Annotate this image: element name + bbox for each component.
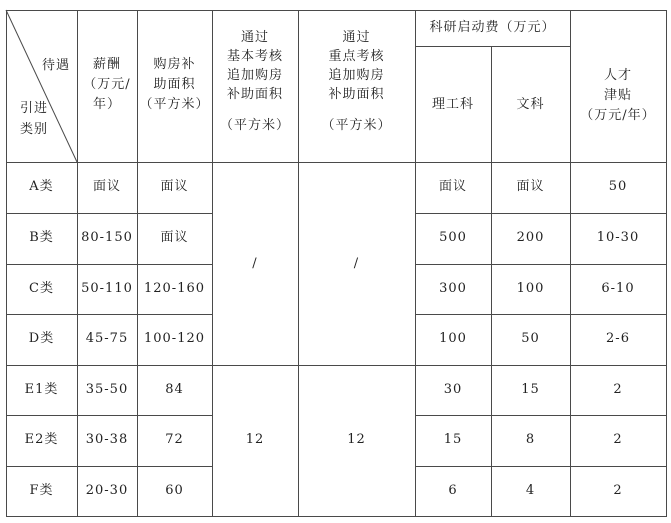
row-science: 100 — [439, 331, 467, 346]
header-salary: 薪酬 （万元/ 年） — [83, 57, 131, 112]
row-category: C类 — [29, 281, 54, 296]
row-housing: 60 — [165, 483, 184, 498]
row-category: A类 — [29, 179, 54, 194]
grid-line — [6, 466, 212, 467]
row-housing: 72 — [165, 432, 184, 447]
row-arts: 4 — [525, 483, 536, 498]
row-talent: 50 — [608, 179, 628, 194]
row-category: F类 — [29, 483, 54, 498]
row-science: 300 — [439, 281, 467, 296]
header-housing-area: 购房补 助面积 （平方米） — [139, 57, 210, 112]
row-arts: 100 — [516, 281, 545, 296]
header-arts: 文科 — [516, 97, 545, 112]
header-basic-review-area: 通过 基本考核 追加购房 补助面积 （平方米） — [219, 30, 290, 133]
row-arts: 200 — [516, 230, 545, 245]
row-salary: 80-150 — [81, 230, 133, 245]
row-salary: 50-110 — [81, 281, 133, 296]
row-housing: 84 — [165, 382, 184, 397]
row-science: 30 — [443, 382, 463, 397]
grid-line — [6, 365, 667, 366]
row-salary: 35-50 — [85, 382, 129, 397]
grid-line — [6, 264, 212, 265]
row-salary: 20-30 — [85, 483, 129, 498]
row-housing: 120-160 — [143, 281, 206, 296]
header-corner-bottom-1: 引进 — [19, 101, 48, 116]
grid-line — [6, 162, 667, 163]
key-review-lower-value: 12 — [347, 432, 366, 447]
header-corner-top: 待遇 — [41, 58, 70, 73]
header-science: 理工科 — [431, 97, 474, 112]
row-science: 6 — [448, 483, 458, 498]
row-arts: 15 — [521, 382, 540, 397]
row-salary: 面议 — [92, 179, 121, 194]
row-housing: 面议 — [160, 230, 189, 245]
grid-line — [6, 314, 212, 315]
row-category: E2类 — [24, 432, 59, 447]
grid-line — [415, 213, 667, 214]
row-talent: 2 — [613, 432, 623, 447]
header-talent-allowance: 人才 津贴 （万元/年） — [580, 68, 656, 123]
grid-line — [666, 10, 667, 517]
row-talent: 2 — [613, 483, 623, 498]
grid-line — [415, 264, 667, 265]
header-key-review-area: 通过 重点考核 追加购房 补助面积 （平方米） — [321, 30, 392, 133]
grid-line — [6, 415, 212, 416]
row-science: 15 — [443, 432, 463, 447]
row-talent: 6-10 — [601, 281, 635, 296]
row-arts: 8 — [525, 432, 536, 447]
row-salary: 30-38 — [85, 432, 129, 447]
row-talent: 2-6 — [606, 331, 630, 346]
grid-line — [6, 516, 667, 517]
header-research-fund: 科研启动费（万元） — [429, 20, 556, 35]
row-category: B类 — [29, 230, 54, 245]
grid-line — [6, 10, 667, 11]
row-talent: 10-30 — [596, 230, 640, 245]
basic-review-lower-value: 12 — [245, 432, 265, 447]
grid-line — [415, 415, 667, 416]
grid-line — [415, 46, 570, 47]
row-arts: 面议 — [516, 179, 545, 194]
grid-line — [415, 314, 667, 315]
row-science: 500 — [439, 230, 467, 245]
row-science: 面议 — [438, 179, 467, 194]
row-housing: 100-120 — [143, 331, 206, 346]
row-talent: 2 — [613, 382, 623, 397]
key-review-upper-value: / — [353, 256, 360, 271]
header-corner-bottom-2: 类别 — [19, 122, 48, 137]
row-category: D类 — [28, 331, 55, 346]
grid-line — [6, 213, 212, 214]
basic-review-upper-value: / — [252, 256, 258, 271]
row-salary: 45-75 — [85, 331, 129, 346]
row-housing: 面议 — [160, 179, 189, 194]
grid-line — [415, 466, 667, 467]
row-category: E1类 — [24, 382, 59, 397]
row-arts: 50 — [521, 331, 540, 346]
